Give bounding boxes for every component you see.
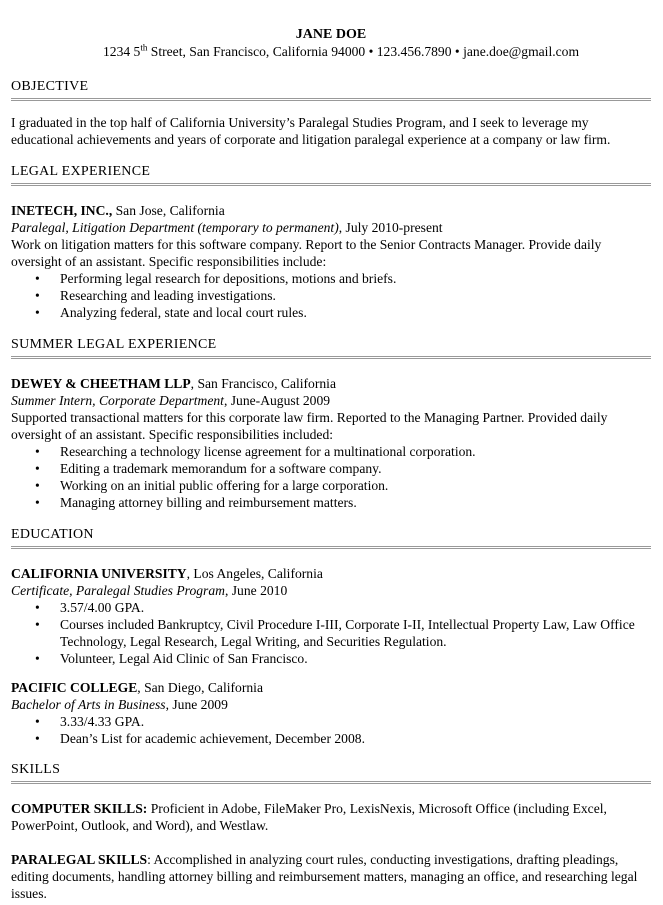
school-location: , Los Angeles, California xyxy=(186,566,323,581)
employer-name: INETECH, INC., xyxy=(11,203,113,218)
role-line xyxy=(11,392,651,409)
list-item: • Researching a technology license agreement for a multinational corporation. xyxy=(60,443,651,460)
role-title: Summer Intern, Corporate Department xyxy=(11,393,224,408)
school-name: CALIFORNIA UNIVERSITY xyxy=(11,566,187,581)
section-title-legal-experience: LEGAL EXPERIENCE xyxy=(11,163,651,186)
address-ordinal: th xyxy=(140,42,148,53)
list-item: • Volunteer, Legal Aid Clinic of San Francisco. xyxy=(60,650,651,667)
candidate-name: JANE DOE xyxy=(295,27,367,42)
degree-date: , June 2010 xyxy=(224,583,288,598)
list-item: • Researching and leading investigations. xyxy=(60,287,651,304)
list-item: • Managing attorney billing and reimbursement matters. xyxy=(60,494,651,511)
list-item: • Courses included Bankruptcy, Civil Procedure I-III, Corporate I-II, Intellectual Property Law, Law Office Technology, Legal Research, Legal Writing, and Securities Regulation. xyxy=(60,616,651,650)
legal-experience-section xyxy=(11,163,651,321)
address-rest: Street, San Francisco, California 94000 • 123.456.7890 • jane.doe@gmail.com xyxy=(147,44,580,59)
list-item: • 3.33/4.33 GPA. xyxy=(60,713,651,730)
responsibility-list xyxy=(11,443,651,511)
employer-line xyxy=(11,375,651,392)
education-detail-list xyxy=(11,713,651,747)
objective-section xyxy=(11,78,651,148)
computer-skills-label: COMPUTER SKILLS: xyxy=(11,801,148,816)
list-item: • 3.57/4.00 GPA. xyxy=(60,599,651,616)
section-title-objective: OBJECTIVE xyxy=(11,78,651,101)
contact-line xyxy=(31,43,651,61)
role-description: Supported transactional matters for this corporate law firm. Reported to the Managing Partner. Provided daily oversight of an assistant. Specific responsibilities included: xyxy=(11,410,608,442)
education-detail-list xyxy=(11,599,651,667)
list-item: • Performing legal research for depositions, motions and briefs. xyxy=(60,270,651,287)
paralegal-skills xyxy=(11,851,651,902)
resume-header xyxy=(11,26,651,61)
list-item: • Working on an initial public offering for a large corporation. xyxy=(60,477,651,494)
school-line xyxy=(11,565,651,582)
school-location: , San Diego, California xyxy=(137,680,263,695)
section-title-education: EDUCATION xyxy=(11,526,651,549)
employer-location: , San Francisco, California xyxy=(190,376,336,391)
degree-date: , June 2009 xyxy=(165,697,228,712)
school-line xyxy=(11,679,651,696)
summer-experience-section xyxy=(11,336,651,511)
role-dates: , July 2010-present xyxy=(338,220,443,235)
address-start: 1234 5 xyxy=(102,44,141,59)
paralegal-skills-label: PARALEGAL SKILLS xyxy=(11,852,148,867)
responsibility-list xyxy=(11,270,651,321)
objective-text: I graduated in the top half of California University’s Paralegal Studies Program, and I seek to leverage my educational achievements and years of corporate and litigation paralegal experience at a company or law firm. xyxy=(11,115,611,147)
degree-title: Certificate, Paralegal Studies Program xyxy=(11,583,225,598)
role-dates: , June-August 2009 xyxy=(223,393,331,408)
employer-line xyxy=(11,202,651,219)
role-description: Work on litigation matters for this software company. Report to the Senior Contracts Manager. Provide daily oversight of an assistant. Specific responsibilities include: xyxy=(11,237,602,269)
employer-name: DEWEY & CHEETHAM LLP xyxy=(11,376,191,391)
role-title: Paralegal, Litigation Department (temporary to permanent) xyxy=(11,220,339,235)
degree-line xyxy=(11,582,651,599)
list-item: • Editing a trademark memorandum for a software company. xyxy=(60,460,651,477)
list-item: • Dean’s List for academic achievement, December 2008. xyxy=(60,730,651,747)
education-section xyxy=(11,526,651,747)
degree-line xyxy=(11,696,651,713)
employer-location: San Jose, California xyxy=(112,203,225,218)
paralegal-skills-text: : Accomplished in analyzing court rules, conducting investigations, drafting pleadings, editing documents, handling attorney billing and reimbursement matters, managing an office, and researching legal issues. xyxy=(11,852,638,901)
computer-skills-text: Proficient in Adobe, FileMaker Pro, LexisNexis, Microsoft Office (including Excel, PowerPoint, Outlook, and Word), and Westlaw. xyxy=(11,801,607,833)
skills-section xyxy=(11,761,651,902)
list-item: • Analyzing federal, state and local court rules. xyxy=(60,304,651,321)
section-title-skills: SKILLS xyxy=(11,761,651,784)
degree-title: Bachelor of Arts in Business xyxy=(11,697,166,712)
resume-page xyxy=(11,26,651,902)
section-title-summer-experience: SUMMER LEGAL EXPERIENCE xyxy=(11,336,651,359)
role-line xyxy=(11,219,651,236)
school-name: PACIFIC COLLEGE xyxy=(11,680,138,695)
computer-skills xyxy=(11,800,651,834)
